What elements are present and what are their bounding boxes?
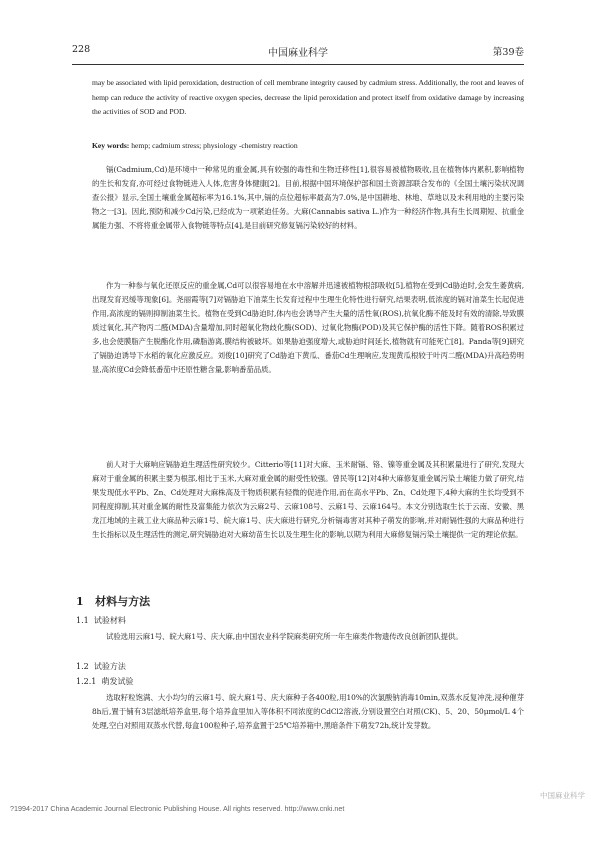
- abstract-tail: [92, 76, 524, 120]
- subsection-number: 1.2.1: [76, 677, 97, 686]
- page-number: 228: [72, 44, 91, 55]
- subsection-heading-1-1: [76, 615, 126, 626]
- volume-label: 第39卷: [492, 47, 524, 58]
- copyright-line: ?1994-2017 China Academic Journal Electronic Publishing House. All rights reserved. http://www.cnki.net: [10, 804, 345, 813]
- watermark-text: 中国麻业科学: [540, 791, 585, 800]
- subsection-heading-1-2-1: [76, 676, 133, 687]
- subsection-title: 试验材料: [93, 616, 126, 625]
- running-header: [72, 44, 524, 60]
- header-rule: [72, 64, 524, 65]
- section-number: 1: [76, 595, 84, 608]
- paragraph: 前人对于大麻响应镉胁迫生理活性研究较少。Citterio等[11]对大麻、玉米耐镉、铬、镍等重金属及其积累量进行了研究,发现大麻对于重金属的积累主要为根部,相比于玉米,大麻对重金属的耐受性较强。曾民等[12]对4种大麻修复重金属污染土壤能力做了研究,结果发现低水平Pb、Zn、Cd处理对大麻株高及干物质积累有轻微的促进作用,而在高水平Pb、Zn、Cd处理下,4种大麻的生长均受到不同程度抑制,其对重金属的耐性及富集能力依次为云麻2号、云麻108号、云麻1号、云麻164号。本文分别选取生长于云南、安徽、黑龙江地域的主栽工业大麻品种云麻1号、皖大麻1号、庆大麻进行研究,分析镉毒害对其种子萌发的影响,并对耐镉性强的大麻品种进行生长指标以及生理活性的测定,研究镉胁迫对大麻幼苗生长以及生理生化的影响,以期为利用大麻修复镉污染土壤提供一定的理论依据。: [92, 460, 524, 539]
- germination-para: [92, 691, 524, 733]
- subsection-number: 1.2: [76, 662, 89, 671]
- keywords-text: hemp; cadmium stress; physiology -chemistry reaction: [131, 141, 298, 150]
- abstract-text: may be associated with lipid peroxidation, destruction of cell membrane integrity caused by cadmium stress. Additionally, the root and leaves of hemp can reduce the activity of reactive oxygen species, decrease the lipid peroxidation and protect itself from oxidative damage by increasing the activities of SOD and POD.: [92, 78, 524, 116]
- section-title: 材料与方法: [95, 595, 151, 608]
- subsection-title: 试验方法: [93, 662, 126, 671]
- materials-para: [92, 630, 524, 644]
- paragraph: 选取籽粒饱满、大小均匀的云麻1号、皖大麻1号、庆大麻种子各400粒,用10%的次氯酸钠消毒10min,双蒸水反复冲洗,浸种催芽8h后,置于铺有3层滤纸培养盒里,每个培养盒里加入等体积不同浓度的CdCl2溶液,分别设置空白对照(CK)、5、20、50μmol/L 4个处理,空白对照用双蒸水代替,每盒100粒种子,培养盒置于25℃培养箱中,黑暗条件下萌发72h,统计发芽数。: [92, 693, 524, 730]
- paragraph: 作为一种参与氧化还原反应的重金属,Cd可以很容易地在水中溶解并迅速被植物根部吸收[5],植物在受到Cd胁迫时,会发生萎黄病,出现发育迟缓等现象[6]。尧丽霞等[7]对镉胁迫下油菜生长发育过程中生理生化特性进行研究,结果表明,低浓度的镉对油菜生长起促进作用,高浓度的镉则抑制油菜生长。植物在受到Cd胁迫时,体内也会诱导产生大量的活性氧(ROS),抗氧化酶不能及时有效的清除,导致膜质过氧化,其产物丙二醛(MDA)含量增加,同时超氧化物歧化酶(SOD)、过氧化物酶(POD)及其它保护酶的活性下降。随着ROS积累过多,也会使膜脂产生脱酯化作用,磷脂游离,膜结构被破坏。如果胁迫强度增大,或胁迫时间延长,植物就有可能死亡[8]。Panda等[9]研究了镉胁迫诱导下水稻的氧化应激反应。刘俊[10]研究了Cd胁迫下黄瓜、番茄Cd生理响应,发现黄瓜根较于叶丙二醛(MDA)升高趋势明显,高浓度Cd会降低番茄中还原性糖含量,影响番茄品质。: [92, 281, 524, 374]
- subsection-title: 萌发试验: [101, 677, 134, 686]
- subsection-heading-1-2: [76, 661, 126, 672]
- keywords-line: [92, 141, 524, 150]
- intro-para-1: [92, 163, 524, 233]
- keywords-label: Key words:: [92, 141, 130, 150]
- subsection-number: 1.1: [76, 616, 89, 625]
- paragraph: 镉(Cadmium,Cd)是环境中一种常见的重金属,具有较强的毒性和生物迁移性[1],很容易被植物吸收,且在植物体内累积,影响植物的生长和发育,亦可经过食物链进入人体,危害身体健康[2]。目前,根据中国环境保护部和国土资源部联合发布的《全国土壤污染状况调查公报》显示,全国土壤重金属超标率为16.1%,其中,镉的点位超标率最高为7.0%,是中国耕地、林地、草地以及未利用地的主要污染物之一[3]。因此,预防和减少Cd污染,已经成为一项紧迫任务。大麻(Cannabis sativa L.)作为一种经济作物,具有生长周期短、抗重金属能力强、不将将重金属带入食物链等特点[4],是目前研究修复镉污染较好的材料。: [92, 165, 524, 230]
- intro-para-2: [92, 279, 524, 377]
- journal-title: 中国麻业科学: [268, 48, 328, 59]
- intro-para-3: [92, 458, 524, 542]
- paragraph: 试验选用云麻1号、皖大麻1号、庆大麻,由中国农业科学院麻类研究所一年生麻类作物遗传改良创新团队提供。: [106, 632, 463, 641]
- section-heading-1: [76, 593, 150, 609]
